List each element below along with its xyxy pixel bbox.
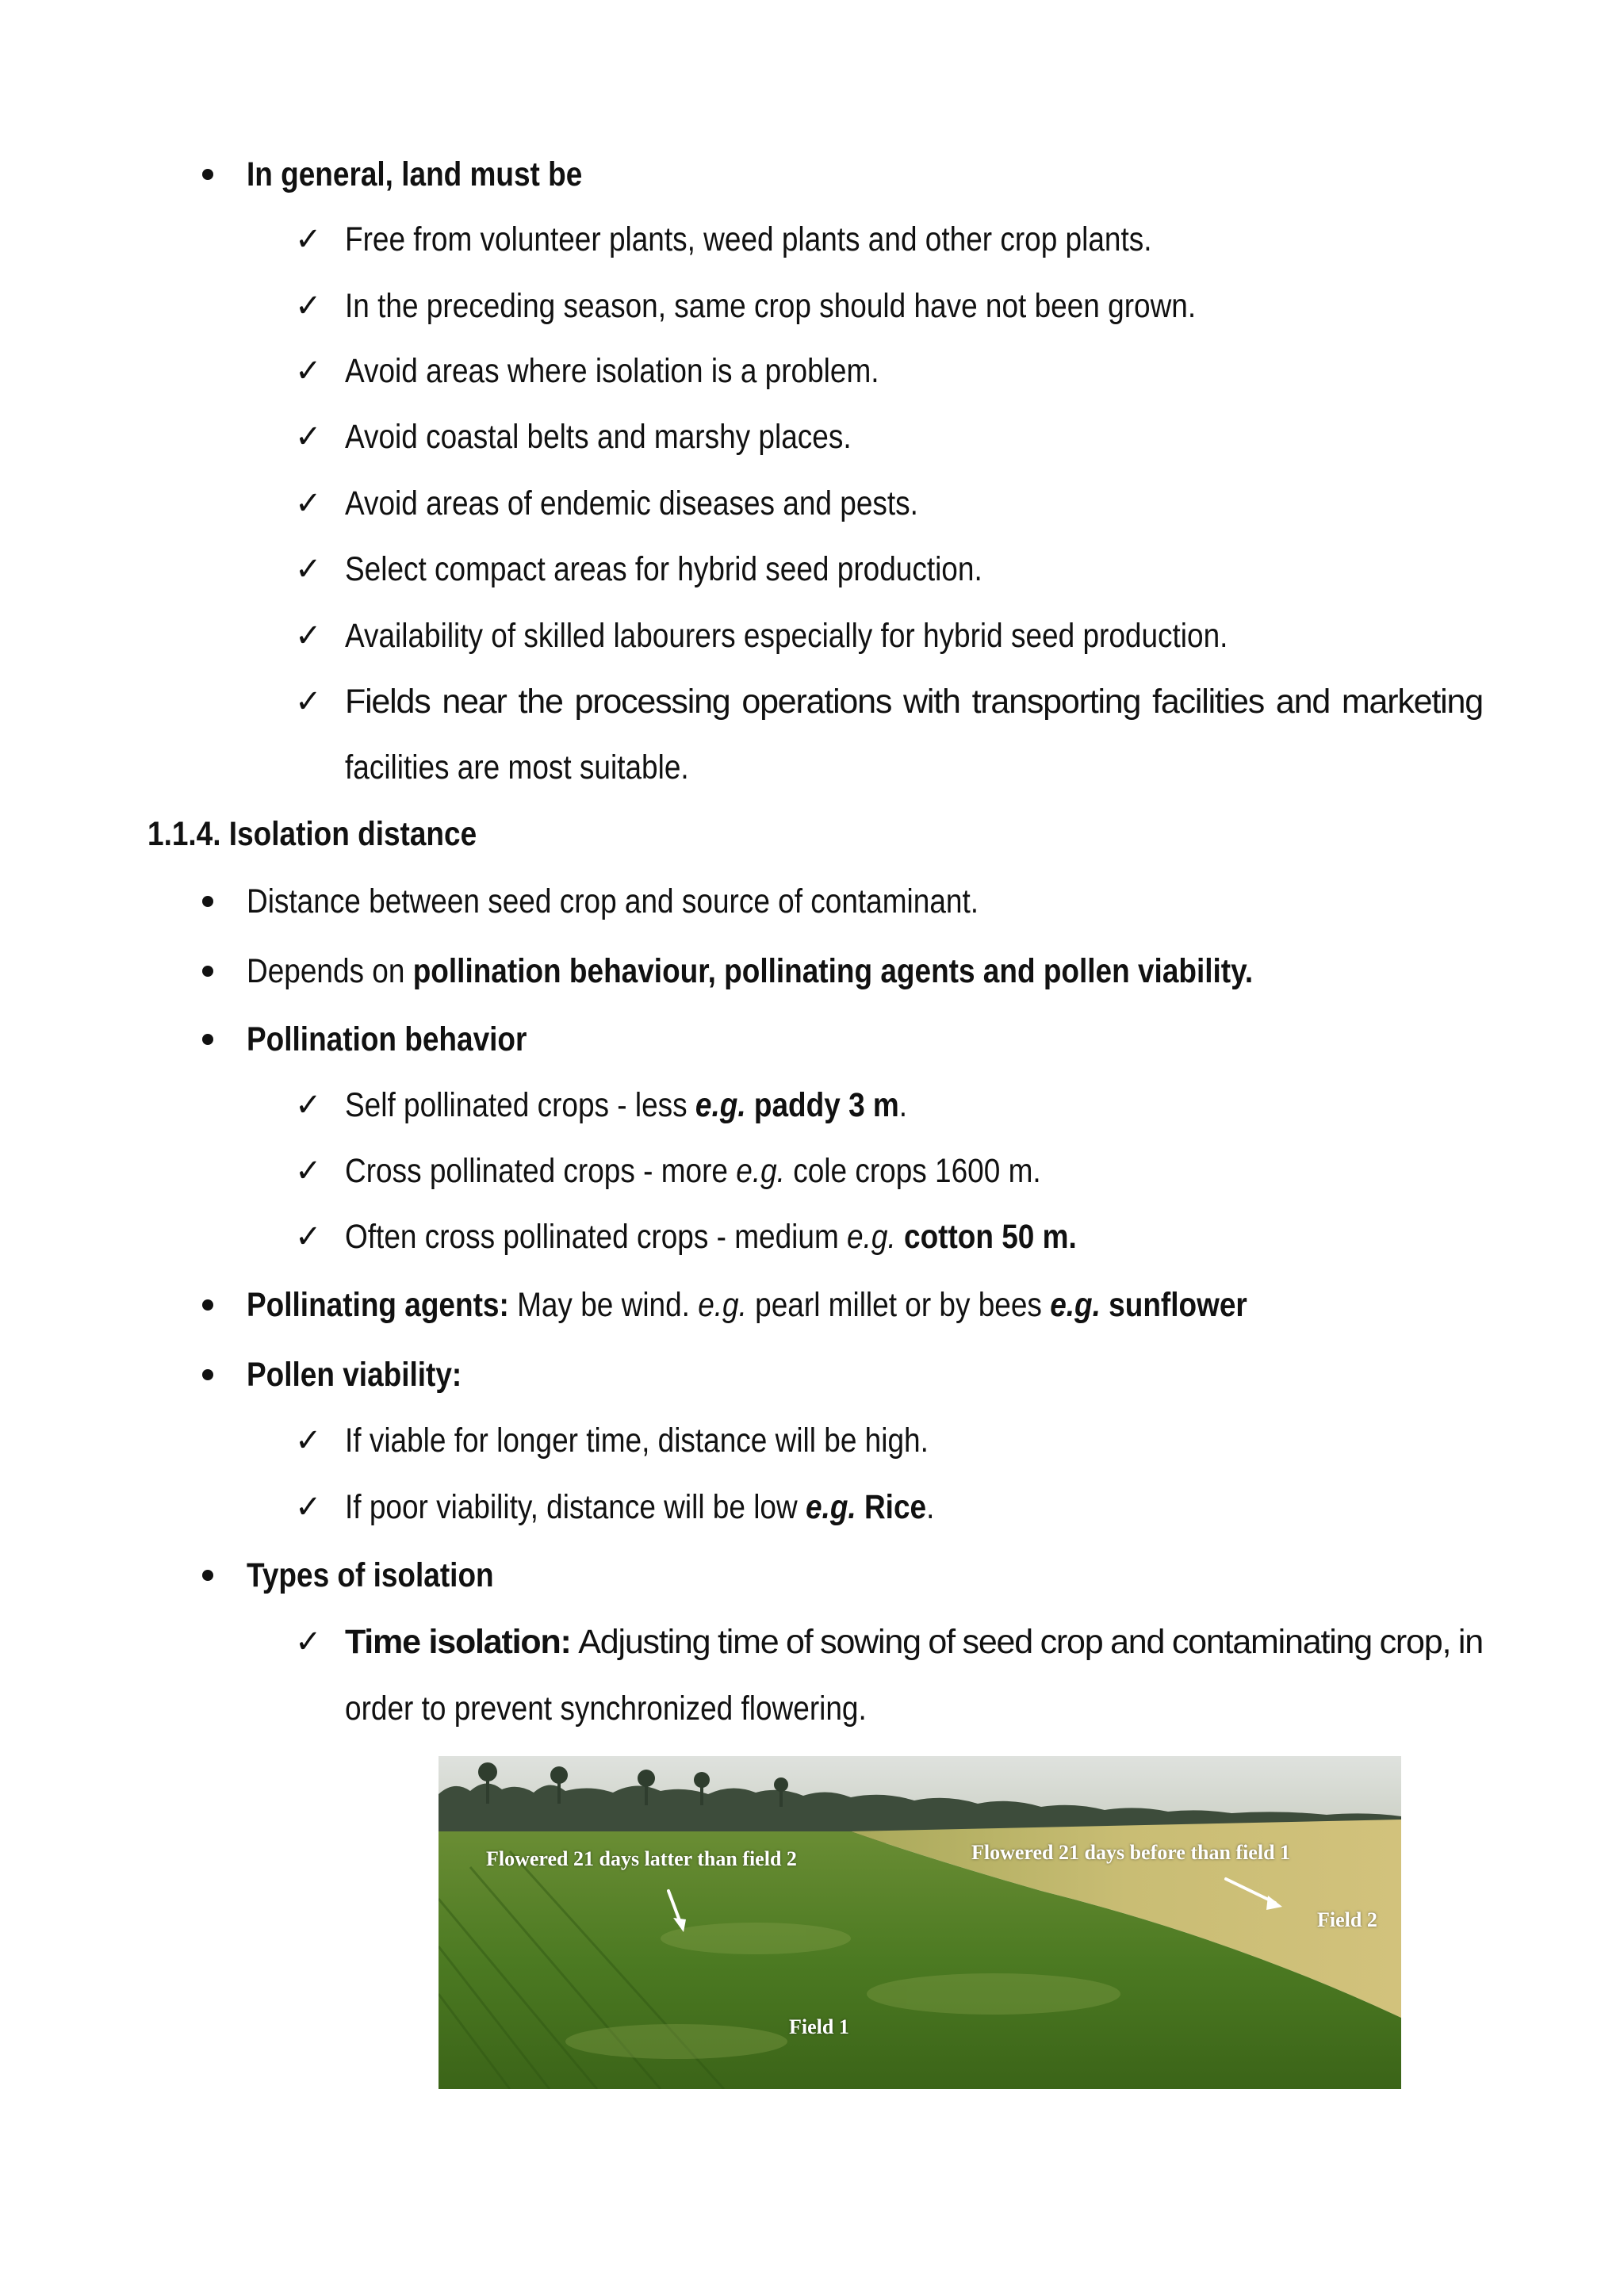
word: sowing [820,1623,921,1661]
eg-label: e.g. [847,1218,896,1256]
bullet-dot [202,896,213,907]
cross-pollinated-item [345,1149,1041,1193]
general-item: Avoid areas of endemic diseases and pests. [345,484,918,522]
viability-item [345,1485,934,1529]
section-heading: 1.1.4. Isolation distance [147,815,477,853]
check-icon: ✓ [295,1422,322,1459]
bullet-dot [202,1570,213,1581]
item-end: . [926,1488,935,1526]
check-icon: ✓ [295,288,322,324]
general-heading: In general, land must be [247,155,583,193]
depends-prefix: Depends on [247,952,413,990]
word: seed [962,1623,1032,1661]
bullet-dot [202,1034,213,1045]
time-isolation-item [345,1620,1483,1664]
often-cross-item [345,1215,1077,1259]
word: crop, [1379,1623,1451,1661]
check-icon: ✓ [295,683,322,720]
rice-field-photo [439,1756,1401,2089]
check-icon: ✓ [295,1489,322,1525]
word: and [1275,683,1331,721]
field1-label: Field 1 [789,2015,849,2038]
time-isolation-continuation: order to prevent synchronized flowering. [345,1689,867,1728]
types-of-isolation-heading: Types of isolation [247,1556,494,1594]
general-item-justified [345,679,1483,724]
word: processing [574,683,730,721]
check-icon: ✓ [295,1219,322,1255]
pollination-behavior-heading: Pollination behavior [247,1020,527,1058]
check-icon: ✓ [295,485,322,522]
field1-note-label: Flowered 21 days latter than field 2 [486,1847,797,1870]
word: with [903,683,960,721]
field2-label: Field 2 [1317,1908,1377,1931]
word: near [442,683,507,721]
word: Adjusting [578,1623,710,1661]
pollinating-agents [247,1283,1247,1327]
item-text: Self pollinated crops - less [345,1086,695,1124]
check-icon: ✓ [295,353,322,389]
time-isolation-label: Time isolation: [345,1623,571,1661]
field2-note-label: Flowered 21 days before than field 1 [971,1841,1291,1864]
item-text: Cross pollinated crops - more [345,1152,737,1190]
self-pollinated-item [345,1083,907,1127]
check-icon: ✓ [295,618,322,654]
eg-label: e.g. [698,1286,747,1324]
word: facilities [1152,683,1265,721]
eg-label: e.g. [805,1488,856,1526]
agents-value: sunflower [1100,1286,1247,1324]
word: marketing [1341,683,1483,721]
bullet-dot [202,966,213,977]
check-icon: ✓ [295,1087,322,1123]
item-value: paddy 3 m [745,1086,899,1124]
bullet-dot [202,1369,213,1380]
word: operations [741,683,892,721]
general-item: Avoid areas where isolation is a problem. [345,352,879,390]
general-item: Availability of skilled labourers especially for hybrid seed production. [345,617,1228,655]
word: transporting [971,683,1141,721]
item-text: If poor viability, distance will be low [345,1488,806,1526]
item-value: cotton 50 m. [895,1218,1077,1256]
item-end: . [898,1086,908,1124]
agents-text: May be wind. [508,1286,699,1324]
word: in [1457,1623,1483,1661]
word: and [1110,1623,1165,1661]
word: of [786,1623,813,1661]
general-item: Free from volunteer plants, weed plants and other crop plants. [345,220,1152,258]
isolation-definition: Distance between seed crop and source of contaminant. [247,882,979,920]
item-value: Rice [856,1488,927,1526]
check-icon: ✓ [295,1153,322,1189]
general-item: Avoid coastal belts and marshy places. [345,418,852,456]
bullet-dot [202,169,213,180]
check-icon: ✓ [295,551,322,587]
check-icon: ✓ [295,221,322,258]
agents-label: Pollinating agents: [247,1286,509,1324]
depends-factors: pollination behaviour, pollinating agents and pollen viability. [412,952,1254,990]
general-item: In the preceding season, same crop should have not been grown. [345,287,1197,325]
pollen-viability-heading: Pollen viability: [247,1356,462,1394]
bullet-dot [202,1299,213,1311]
isolation-depends [247,949,1253,993]
item-text: Often cross pollinated crops - medium [345,1218,848,1256]
eg-label: e.g. [1050,1286,1101,1324]
check-icon: ✓ [295,419,322,455]
word: of [928,1623,955,1661]
word: crop [1040,1623,1103,1661]
word: Fields [345,683,431,721]
check-icon: ✓ [295,1624,322,1660]
viability-item: If viable for longer time, distance will be high. [345,1422,929,1460]
agents-text: pearl millet or by bees [746,1286,1051,1324]
item-value: cole crops 1600 m. [784,1152,1041,1190]
general-item-continuation: facilities are most suitable. [345,748,689,786]
word: contaminating [1171,1623,1372,1661]
general-item: Select compact areas for hybrid seed production. [345,550,982,588]
eg-label: e.g. [736,1152,785,1190]
word: time [717,1623,779,1661]
word: the [518,683,563,721]
eg-label: e.g. [695,1086,746,1124]
